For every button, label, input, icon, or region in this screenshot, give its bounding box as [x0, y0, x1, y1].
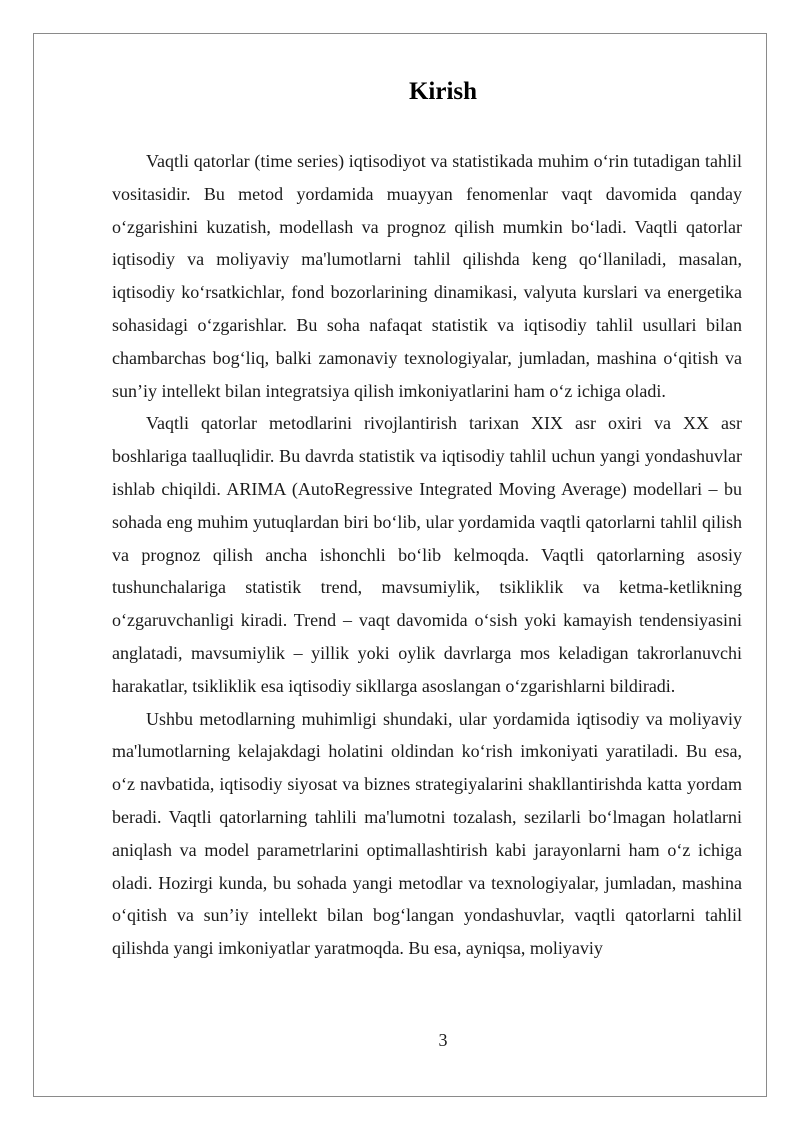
document-body	[112, 145, 742, 965]
paragraph-2: Vaqtli qatorlar metodlarini rivojlantirish tarixan XIX asr oxiri va XX asr boshlariga taalluqlidir. Bu davrda statistik va iqtisodiy tahlil uchun yangi yondashuvlar ishlab chiqildi. ARIMA (AutoRegressive Integrated Moving Average) modellari – bu sohada eng muhim yutuqlardan biri bo‘lib, ular yordamida vaqtli qatorlarni tahlil qilish va prognoz qilish ancha ishonchli bo‘lib kelmoqda. Vaqtli qatorlarning asosiy tushunchalariga statistik trend, mavsumiylik, tsikliklik va ketma-ketlikning o‘zgaruvchanligi kiradi. Trend – vaqt davomida o‘sish yoki kamayish tendensiyasini anglatadi, mavsumiylik – yillik yoki oylik davrlarga mos keladigan takrorlanuvchi harakatlar, tsikliklik esa iqtisodiy sikllarga asoslangan o‘zgarishlarni bildiradi.	[112, 413, 742, 696]
page-title: Kirish	[408, 78, 478, 105]
page-number: 3	[438, 1030, 448, 1050]
paragraph-1: Vaqtli qatorlar (time series) iqtisodiyot va statistikada muhim o‘rin tutadigan tahlil vositasidir. Bu metod yordamida muayyan fenomenlar vaqt davomida qanday o‘zgarishini kuzatish, modellash va prognoz qilish mumkin bo‘ladi. Vaqtli qatorlar iqtisodiy va moliyaviy ma'lumotlarni tahlil qilishda keng qo‘llaniladi, masalan, iqtisodiy ko‘rsatkichlar, fond bozorlarining dinamikasi, valyuta kurslari va energetika sohasidagi o‘zgarishlar. Bu soha nafaqat statistik va iqtisodiy tahlil usullari bilan chambarchas bog‘liq, balki zamonaviy texnologiyalar, jumladan, mashina o‘qitish va sun’iy intellekt bilan integratsiya qilish imkoniyatlarini ham o‘z ichiga oladi.	[112, 151, 742, 401]
paragraph-3: Ushbu metodlarning muhimligi shundaki, ular yordamida iqtisodiy va moliyaviy ma'lumotlarning kelajakdagi holatini oldindan ko‘rish imkoniyati yaratiladi. Bu esa, o‘z navbatida, iqtisodiy siyosat va biznes strategiyalarini shakllantirishda katta yordam beradi. Vaqtli qatorlarning tahlili ma'lumotni tozalash, sezilarli bo‘lmagan holatlarni aniqlash va model parametrlarini optimallashtirish kabi jarayonlarni ham o‘z ichiga oladi. Hozirgi kunda, bu sohada yangi metodlar va texnologiyalar, jumladan, mashina o‘qitish va sun’iy intellekt bilan bog‘langan yondashuvlar, vaqtli qatorlarni tahlil qilishda yangi imkoniyatlar yaratmoqda. Bu esa, ayniqsa, moliyaviy	[112, 708, 742, 959]
